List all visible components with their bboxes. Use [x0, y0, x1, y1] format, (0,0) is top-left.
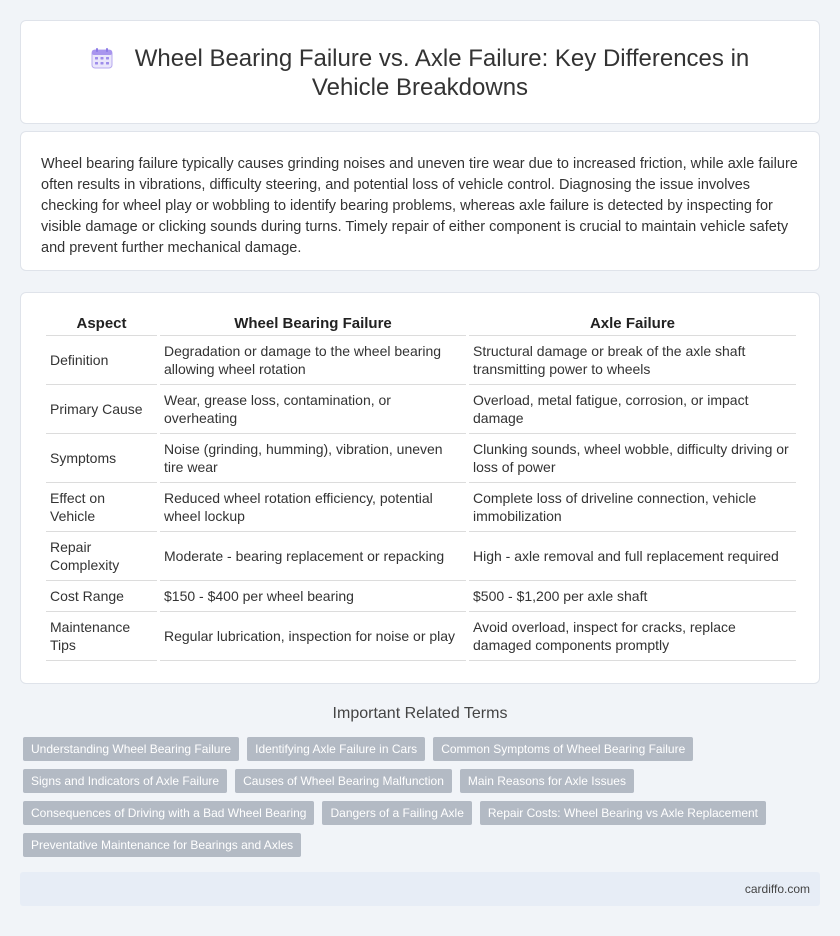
related-terms-heading: Important Related Terms — [332, 705, 508, 722]
table-row — [46, 385, 796, 434]
related-term-tag[interactable]: Consequences of Driving with a Bad Wheel Bearing — [23, 801, 314, 825]
cell-wheel-bearing: $150 - $400 per wheel bearing — [160, 581, 466, 612]
related-term-tag[interactable]: Signs and Indicators of Axle Failure — [23, 769, 227, 793]
comparison-table-card — [20, 292, 820, 684]
cell-axle: Overload, metal fatigue, corrosion, or impact damage — [469, 385, 796, 434]
cell-aspect: Definition — [46, 336, 157, 385]
cell-wheel-bearing: Reduced wheel rotation efficiency, potential wheel lockup — [160, 483, 466, 532]
comparison-table — [43, 312, 799, 661]
summary-text: Wheel bearing failure typically causes grinding noises and uneven tire wear due to increased friction, while axle failure often results in vibrations, difficulty steering, and potential loss of vehicle control. Diagnosing the issue involves checking for wheel play or wobbling to identify bearing problems, whereas axle failure is detected by inspecting for visible damage or clicking sounds during turns. Timely repair of either component is crucial to maintain vehicle safety and prevent further mechanical damage. — [41, 156, 798, 256]
cell-wheel-bearing: Noise (grinding, humming), vibration, uneven tire wear — [160, 434, 466, 483]
table-row — [46, 483, 796, 532]
related-term-tag[interactable]: Common Symptoms of Wheel Bearing Failure — [433, 737, 693, 761]
cell-aspect: Cost Range — [46, 581, 157, 612]
related-term-tag[interactable]: Repair Costs: Wheel Bearing vs Axle Replacement — [480, 801, 766, 825]
cell-axle: Complete loss of driveline connection, vehicle immobilization — [469, 483, 796, 532]
page-title: Wheel Bearing Failure vs. Axle Failure: Key Differences in Vehicle Breakdowns — [134, 45, 750, 101]
cell-wheel-bearing: Wear, grease loss, contamination, or overheating — [160, 385, 466, 434]
header-card — [20, 20, 820, 124]
related-term-tag[interactable]: Dangers of a Failing Axle — [322, 801, 471, 825]
cell-aspect: Effect on Vehicle — [46, 483, 157, 532]
cell-axle: $500 - $1,200 per axle shaft — [469, 581, 796, 612]
related-term-tag[interactable]: Identifying Axle Failure in Cars — [247, 737, 425, 761]
related-term-tag[interactable]: Preventative Maintenance for Bearings and Axles — [23, 833, 301, 857]
table-header-row — [46, 312, 796, 336]
cell-aspect: Primary Cause — [46, 385, 157, 434]
table-row — [46, 581, 796, 612]
footer-site-link[interactable]: cardiffo.com — [744, 882, 810, 896]
related-term-tag[interactable]: Main Reasons for Axle Issues — [460, 769, 634, 793]
cell-wheel-bearing: Regular lubrication, inspection for noise or play — [160, 612, 466, 661]
header-wheel-bearing-failure: Wheel Bearing Failure — [160, 312, 466, 336]
table-row — [46, 532, 796, 581]
related-term-tag[interactable]: Causes of Wheel Bearing Malfunction — [235, 769, 452, 793]
cell-aspect: Maintenance Tips — [46, 612, 157, 661]
related-term-tag[interactable]: Understanding Wheel Bearing Failure — [23, 737, 239, 761]
cell-axle: Avoid overload, inspect for cracks, replace damaged components promptly — [469, 612, 796, 661]
summary-card — [20, 131, 820, 271]
page-title-block — [21, 44, 819, 102]
cell-axle: Clunking sounds, wheel wobble, difficulty driving or loss of power — [469, 434, 796, 483]
table-row — [46, 336, 796, 385]
cell-aspect: Symptoms — [46, 434, 157, 483]
table-row — [46, 434, 796, 483]
related-terms-list — [23, 737, 783, 857]
header-axle-failure: Axle Failure — [469, 312, 796, 336]
cell-aspect: Repair Complexity — [46, 532, 157, 581]
footer-bar — [20, 872, 820, 906]
calendar-icon — [91, 47, 113, 69]
cell-axle: High - axle removal and full replacement required — [469, 532, 796, 581]
table-row — [46, 612, 796, 661]
cell-wheel-bearing: Moderate - bearing replacement or repacking — [160, 532, 466, 581]
header-aspect: Aspect — [46, 312, 157, 336]
cell-axle: Structural damage or break of the axle shaft transmitting power to wheels — [469, 336, 796, 385]
cell-wheel-bearing: Degradation or damage to the wheel bearing allowing wheel rotation — [160, 336, 466, 385]
